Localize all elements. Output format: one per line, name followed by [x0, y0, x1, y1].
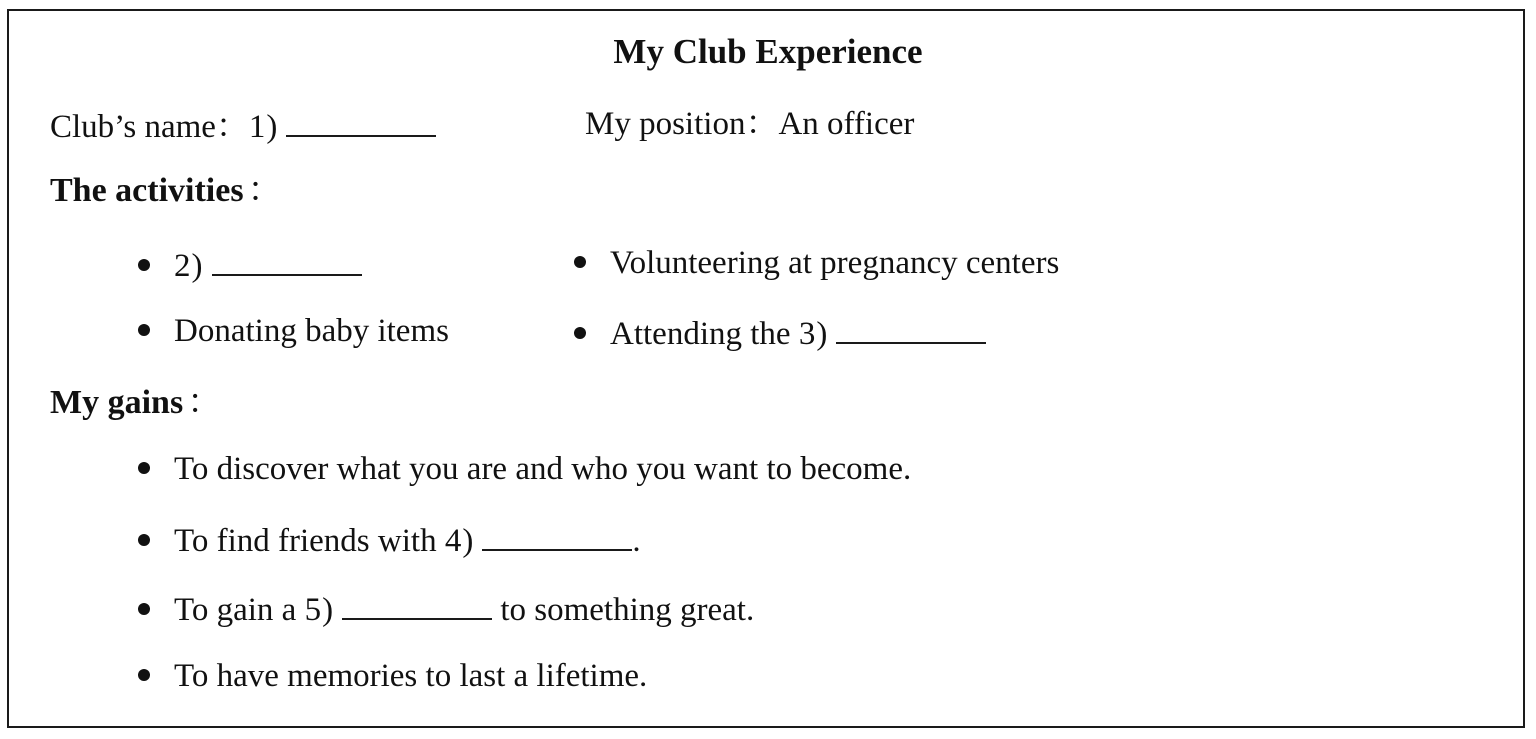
bullet-icon [138, 462, 150, 474]
gain-item-3 [138, 586, 754, 631]
activity-item-2 [574, 242, 1059, 284]
gains-heading [50, 382, 221, 424]
blank-number-5: 5) [304, 592, 335, 628]
colon: ： [215, 109, 249, 145]
colon: ： [247, 172, 282, 209]
activities-heading-text: The activities [50, 172, 244, 209]
bullet-icon [138, 603, 150, 615]
bullet-icon [574, 327, 586, 339]
blank-number-4: 4) [444, 523, 475, 559]
bullet-icon [138, 534, 150, 546]
gain-text-before: To find friends with [174, 523, 437, 559]
gain-text: To discover what you are and who you want to become. [174, 451, 912, 487]
activity-text: Donating baby items [174, 313, 449, 349]
page-title: My Club Experience [613, 32, 923, 71]
gain-item-1 [138, 448, 911, 490]
blank-number-2: 2) [174, 248, 204, 284]
blank-5[interactable] [342, 586, 492, 620]
activities-heading [50, 170, 282, 212]
blank-4[interactable] [482, 517, 632, 551]
gains-heading-text: My gains [50, 384, 184, 421]
gain-item-4 [138, 655, 647, 697]
blank-number-1: 1) [248, 109, 279, 145]
gain-text-before: To gain a [174, 592, 297, 628]
colon: ： [745, 106, 779, 142]
activity-item-3 [138, 310, 449, 352]
position-value: An officer [778, 106, 915, 142]
club-name-label: Club’s name [50, 109, 216, 145]
activity-item-1 [138, 242, 362, 287]
blank-3[interactable] [836, 310, 986, 344]
gain-item-2 [138, 517, 641, 562]
bullet-icon [138, 259, 150, 271]
activity-text: Volunteering at pregnancy centers [610, 245, 1060, 281]
position-label: My position [585, 106, 746, 142]
colon: ： [187, 384, 222, 421]
blank-1[interactable] [286, 103, 436, 137]
gain-text: To have memories to last a lifetime. [174, 658, 648, 694]
club-name-line [50, 103, 436, 148]
blank-2[interactable] [212, 242, 362, 276]
gain-text-after: to something great. [500, 592, 755, 628]
activity-text: Attending the [610, 316, 791, 352]
gain-text-after: . [632, 523, 641, 559]
position-line [585, 103, 914, 145]
bullet-icon [138, 324, 150, 336]
blank-number-3: 3) [798, 316, 829, 352]
activity-item-4 [574, 310, 986, 355]
bullet-icon [138, 669, 150, 681]
bullet-icon [574, 256, 586, 268]
